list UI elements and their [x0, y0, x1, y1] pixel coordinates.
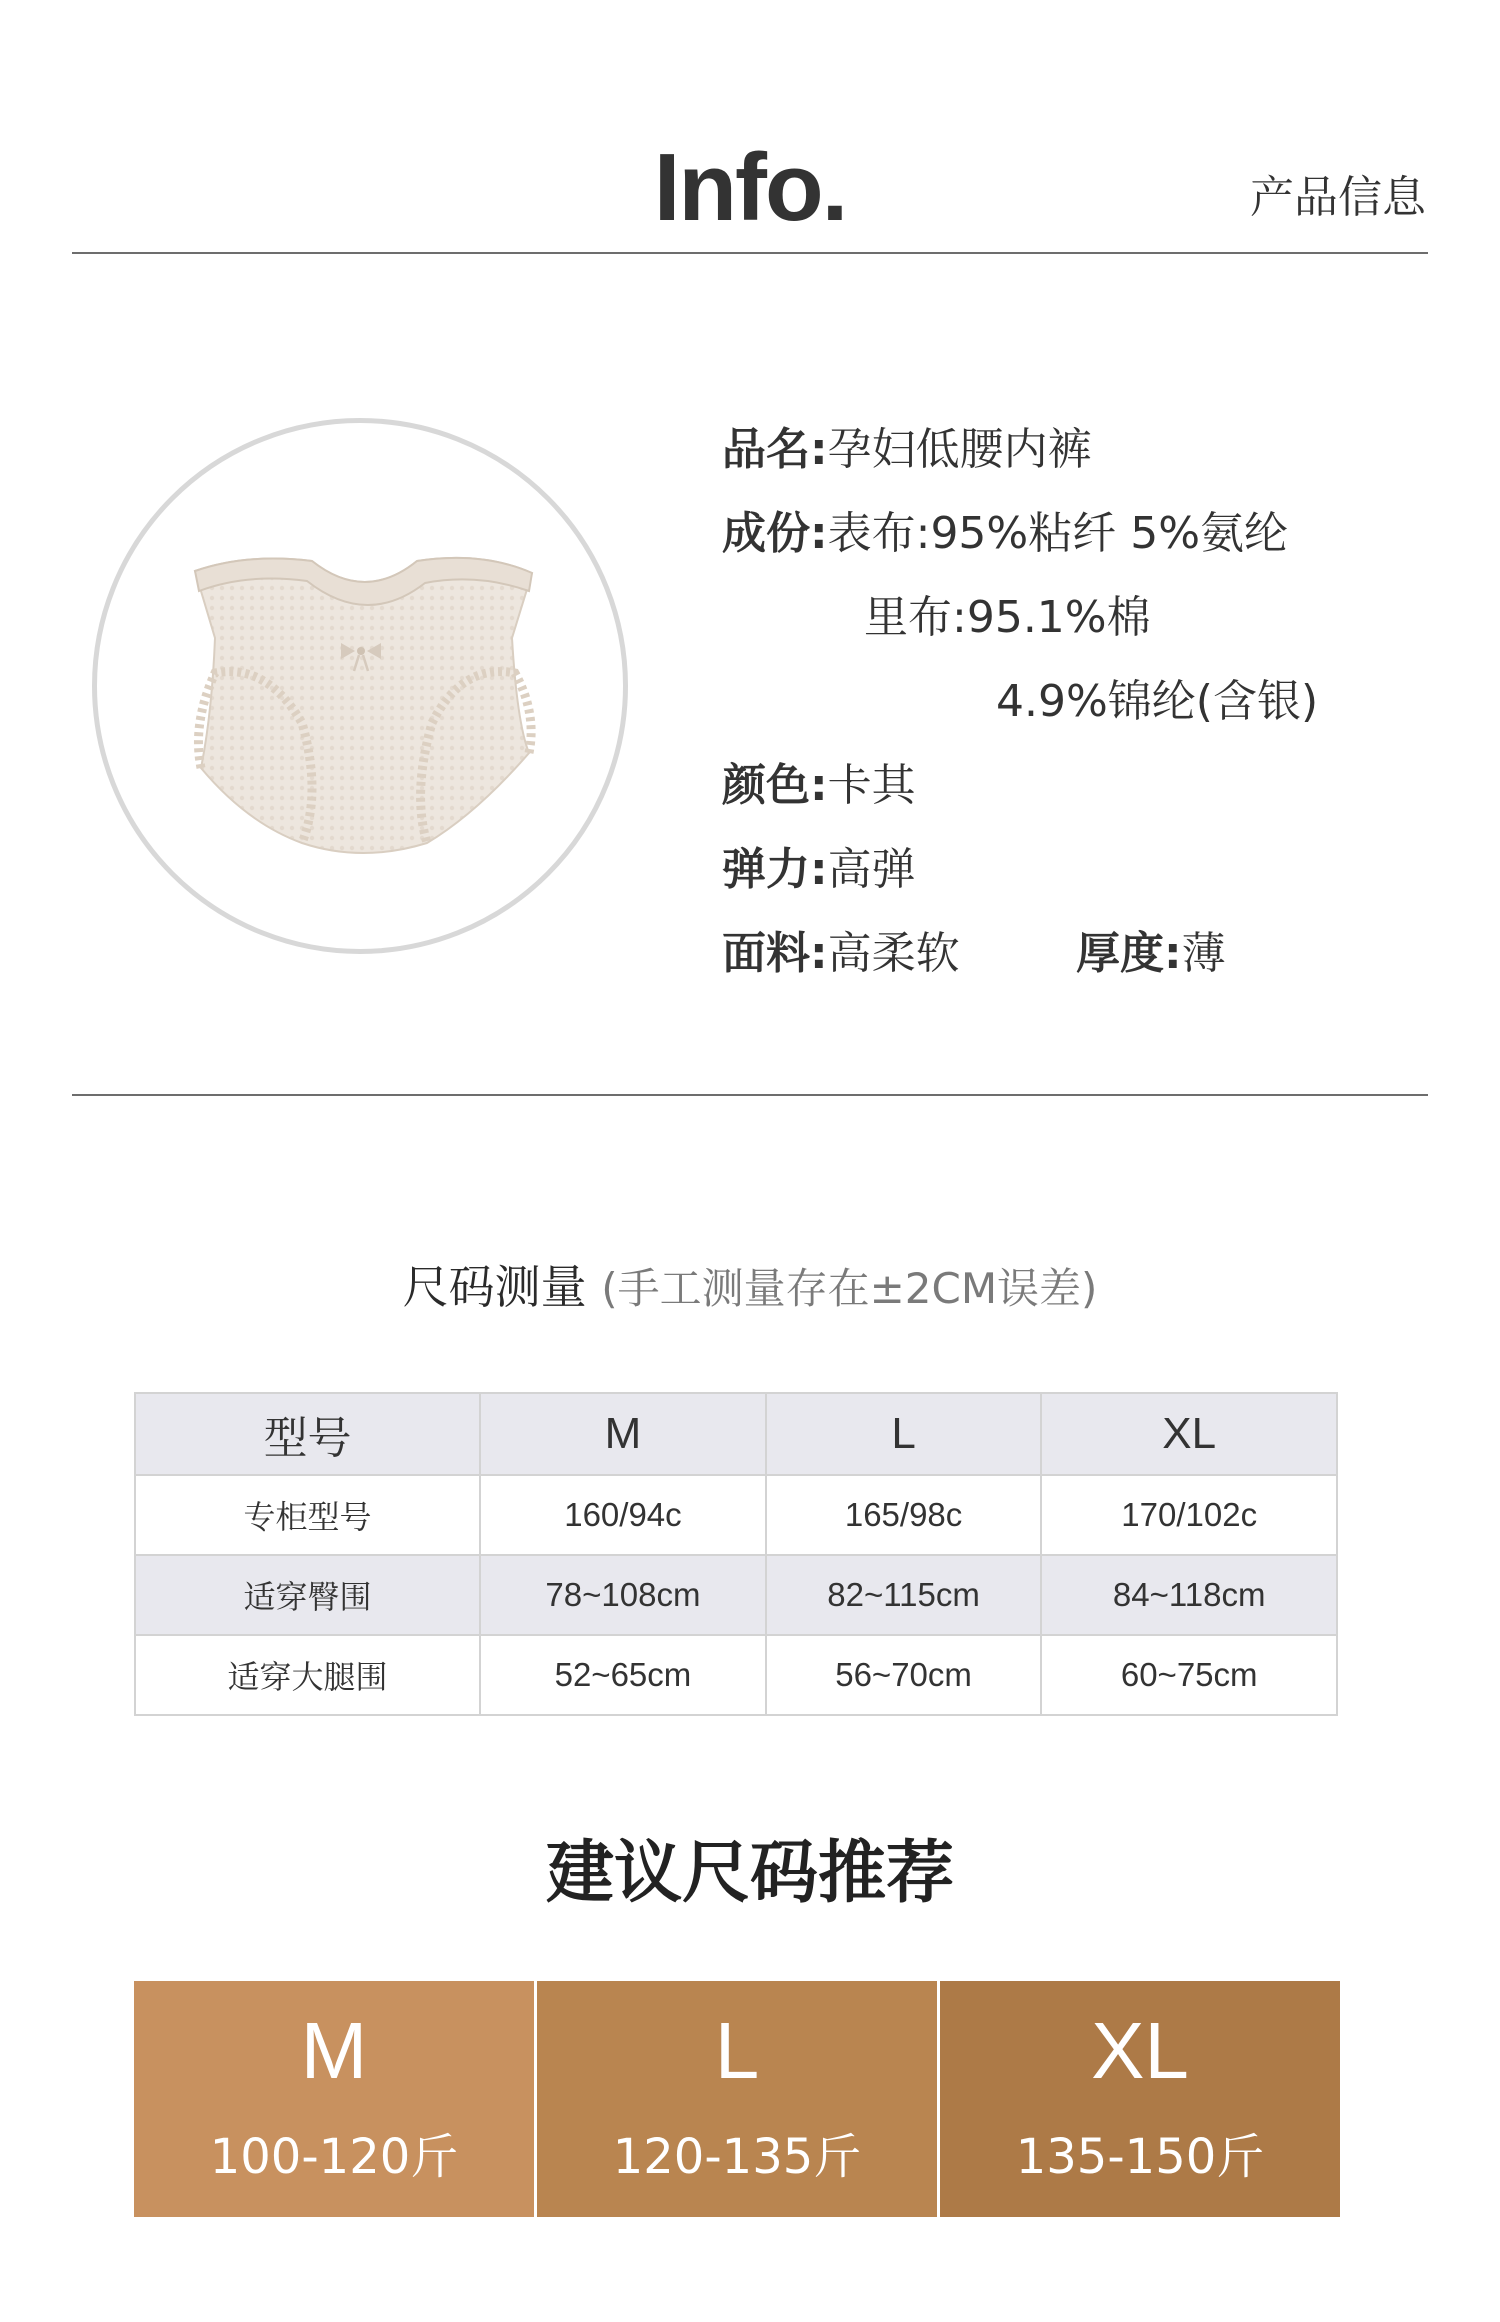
size-table-header — [135, 1393, 1337, 1475]
table-cell: 165/98c — [766, 1475, 1042, 1555]
recommend-card-l — [534, 1981, 937, 2217]
spec-thickness-value: 薄 — [1181, 928, 1226, 979]
spec-lining-label: 里布: — [864, 592, 967, 643]
recommend-title: 建议尺码推荐 — [545, 1834, 954, 1913]
spec-elastic — [722, 844, 916, 895]
product-image-frame — [92, 418, 628, 954]
spec-thickness — [1076, 928, 1226, 979]
row-label: 适穿臀围 — [135, 1555, 480, 1635]
row-label: 适穿大腿围 — [135, 1635, 480, 1715]
header-divider — [72, 252, 1428, 254]
card-size: L — [714, 2006, 760, 2095]
header-cell-m: M — [480, 1393, 766, 1475]
table-row — [135, 1475, 1337, 1555]
spec-name-label: 品名: — [722, 424, 828, 475]
spec-color-label: 颜色: — [722, 760, 828, 811]
card-weight: 135-150斤 — [1015, 2129, 1265, 2185]
info-title: Info. — [653, 134, 847, 241]
row-label: 专柜型号 — [135, 1475, 480, 1555]
header-cell-l: L — [766, 1393, 1042, 1475]
table-cell: 82~115cm — [766, 1555, 1042, 1635]
spec-composition-label: 成份: — [722, 508, 828, 559]
size-measure-title: 尺码测量 — [402, 1260, 587, 1314]
spec-name-value: 孕妇低腰内裤 — [827, 424, 1092, 475]
table-row — [135, 1635, 1337, 1715]
table-cell: 160/94c — [480, 1475, 766, 1555]
spec-fabric-value: 高柔软 — [827, 928, 960, 979]
spec-outer-label: 表布: — [827, 508, 931, 559]
spec-fabric — [722, 928, 960, 979]
spec-lining — [864, 592, 1151, 643]
spec-fabric-label: 面料: — [722, 928, 828, 979]
spec-lining-2: 4.9%锦纶(含银) — [996, 676, 1319, 727]
spec-outer-value: 95%粘纤 5%氨纶 — [930, 508, 1289, 559]
info-subtitle: 产品信息 — [1250, 172, 1426, 223]
table-cell: 60~75cm — [1041, 1635, 1337, 1715]
card-weight: 100-120斤 — [209, 2129, 459, 2185]
card-weight: 120-135斤 — [612, 2129, 862, 2185]
table-row — [135, 1555, 1337, 1635]
recommend-cards — [134, 1981, 1340, 2217]
card-size: M — [300, 2006, 368, 2095]
spec-elastic-value: 高弹 — [827, 844, 916, 895]
recommend-card-m — [134, 1981, 534, 2217]
card-size: XL — [1091, 2006, 1189, 2095]
product-underwear-image — [97, 423, 633, 959]
spec-composition — [722, 508, 1289, 559]
header-cell-xl: XL — [1041, 1393, 1337, 1475]
table-cell: 52~65cm — [480, 1635, 766, 1715]
spec-lining-value1: 95.1%棉 — [966, 592, 1151, 643]
recommend-card-xl — [937, 1981, 1340, 2217]
spec-color — [722, 760, 916, 811]
table-cell: 78~108cm — [480, 1555, 766, 1635]
section-divider — [72, 1094, 1428, 1096]
table-cell: 56~70cm — [766, 1635, 1042, 1715]
table-cell: 170/102c — [1041, 1475, 1337, 1555]
header-cell-model: 型号 — [135, 1393, 480, 1475]
spec-name — [722, 424, 1092, 475]
table-cell: 84~118cm — [1041, 1555, 1337, 1635]
spec-color-value: 卡其 — [827, 760, 916, 811]
size-measure-note: (手工测量存在±2CM误差) — [601, 1264, 1098, 1313]
spec-thickness-label: 厚度: — [1076, 928, 1182, 979]
size-table — [134, 1392, 1338, 1716]
spec-elastic-label: 弹力: — [722, 844, 828, 895]
size-measure-heading — [0, 1260, 1500, 1314]
